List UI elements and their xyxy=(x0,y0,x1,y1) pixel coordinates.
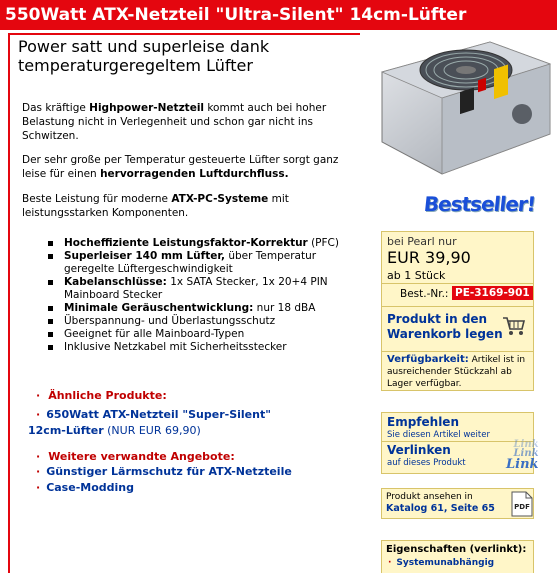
catalog-box xyxy=(381,488,534,519)
p1-bold: Highpower-Netzteil xyxy=(89,102,205,114)
feature-item: Kabelanschlüsse: 1x SATA Stecker, 1x 20+4 PIN Mainboard Stecker xyxy=(48,276,368,302)
related-product-link-cont[interactable] xyxy=(28,423,358,439)
price-label: bei Pearl nur xyxy=(387,235,457,248)
feature-item: Minimale Geräuschentwicklung: nur 18 dBA xyxy=(48,302,368,315)
paragraph-2 xyxy=(22,153,362,181)
price-unit: ab 1 Stück xyxy=(387,269,446,282)
feature-item: Hocheffiziente Leistungsfaktor-Korrektur (PFC) xyxy=(48,237,368,250)
link-logo-icon[interactable]: Link Link Link xyxy=(506,439,539,472)
availability-text: Verfügbarkeit: Artikel ist in ausreichender Stückzahl ab Lager verfügbar. xyxy=(387,354,526,389)
link-product-link[interactable]: Verlinken xyxy=(387,443,451,457)
p1-text-a: Das kräftige xyxy=(22,102,90,114)
divider xyxy=(382,283,533,284)
divider xyxy=(382,306,533,307)
p2-bold: hervorragenden Luftdurchfluss. xyxy=(100,168,289,180)
properties-box xyxy=(381,540,534,573)
p1-text-c: kommt auch bei hoher Belastung nicht in Verlegenheit und schon gar nicht ins Schwitzen. xyxy=(22,102,327,142)
feature-item: Geeignet für alle Mainboard-Typen xyxy=(48,328,368,341)
headline: Power satt und superleise dank temperaturgeregeltem Lüfter xyxy=(18,37,270,75)
p3-bold: ATX-PC-Systeme xyxy=(171,193,269,205)
related-link-b[interactable]: 12cm-Lüfter xyxy=(28,424,104,437)
add-to-cart-link[interactable]: Produkt in den Warenkorb legen xyxy=(387,312,503,341)
properties-title: Eigenschaften (verlinkt): xyxy=(386,544,527,555)
property-link[interactable]: · Systemunabhängig xyxy=(388,558,495,568)
related-link-a[interactable]: 650Watt ATX-Netzteil "Super-Silent" xyxy=(46,408,271,421)
feature-list xyxy=(48,237,368,354)
p2-text-a: Der sehr große per Temperatur gesteuerte Lüfter sorgt ganz leise für einen xyxy=(22,154,339,180)
order-number: PE-3169-901 xyxy=(452,286,533,300)
shopping-cart-icon[interactable] xyxy=(502,315,526,337)
price-box xyxy=(381,231,534,352)
related-heading: · Ähnliche Produkte: xyxy=(36,389,167,402)
recommend-sub[interactable]: Sie diesen Artikel weiter xyxy=(387,430,490,440)
pdf-label: PDF xyxy=(514,503,530,511)
p3-text-a: Beste Leistung für moderne xyxy=(22,193,172,205)
catalog-link[interactable]: Produkt ansehen in Katalog 61, Seite 65 xyxy=(386,492,495,514)
related-product-link[interactable]: · 650Watt ATX-Netzteil "Super-Silent" xyxy=(36,408,271,421)
bestseller-badge: Bestseller! xyxy=(422,192,537,216)
related-link-price[interactable]: (NUR EUR 69,90) xyxy=(103,424,201,437)
feature-item: Superleiser 140 mm Lüfter, über Temperatur geregelte Lüftergeschwindigkeit xyxy=(48,250,368,276)
price: EUR 39,90 xyxy=(387,248,471,267)
product-description xyxy=(8,33,360,573)
share-box xyxy=(381,412,539,474)
paragraph-3 xyxy=(22,192,362,220)
order-number-label: Best.-Nr.: xyxy=(400,288,449,300)
product-image xyxy=(362,34,557,184)
offers-heading: · Weitere verwandte Angebote: xyxy=(36,450,235,463)
feature-item: Überspannung- und Überlastungsschutz xyxy=(48,315,368,328)
p3-text-c: mit leistungsstarken Komponenten. xyxy=(22,193,289,219)
offer-link-case-modding[interactable]: · Case-Modding xyxy=(36,481,134,494)
availability-box xyxy=(381,351,534,391)
feature-item: Inklusive Netzkabel mit Sicherheitsstecker xyxy=(48,341,368,354)
link-product-sub[interactable]: auf dieses Produkt xyxy=(387,458,466,468)
paragraph-1 xyxy=(22,101,362,143)
offer-link-laermschutz[interactable]: · Günstiger Lärmschutz für ATX-Netzteile xyxy=(36,465,292,478)
page-title: 550Watt ATX-Netzteil "Ultra-Silent" 14cm-Lüfter xyxy=(0,0,557,30)
pdf-icon[interactable] xyxy=(511,491,533,517)
recommend-link[interactable]: Empfehlen xyxy=(387,415,459,429)
